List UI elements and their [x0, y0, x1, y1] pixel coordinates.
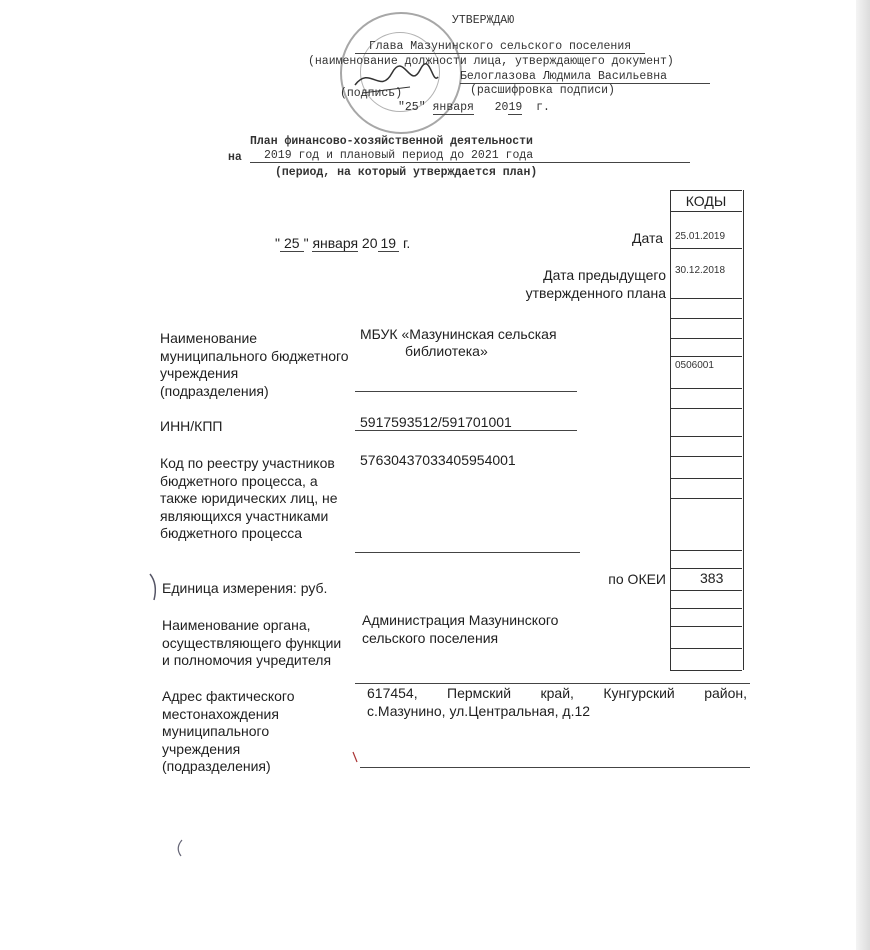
codes-okei-label: по ОКЕИ: [608, 571, 666, 587]
approval-date-month: января: [432, 101, 474, 114]
institution-label: Наименование муниципального бюджетного учреждения (подразделения): [160, 330, 349, 399]
address-value-line1: 617454, Пермский край, Кунгурский район,: [367, 685, 747, 701]
institution-underline: [355, 391, 577, 392]
approval-heading: УТВЕРЖДАЮ: [452, 14, 515, 27]
institution-value-line2: библиотека»: [405, 343, 488, 359]
approval-date-year-end: г.: [536, 101, 550, 114]
registry-label: Код по реестру участников бюджетного процесса, а также юридических лиц, не являющихся участниками бюджетного процесса: [160, 455, 338, 541]
codes-row-registry: [670, 456, 742, 479]
approval-date-year-suffix: 19: [508, 101, 523, 114]
codes-row-inn: [670, 408, 742, 437]
codes-0506001-value: 0506001: [675, 360, 714, 371]
plan-period-caption: (период, на который утверждается план): [275, 166, 538, 179]
codes-row-empty-6: [670, 478, 742, 499]
document-date-q2: ": [303, 235, 309, 251]
document-date: [275, 235, 410, 251]
document-date-month: января: [312, 235, 359, 251]
approval-full-name-caption: (расшифровка подписи): [470, 84, 615, 97]
plan-title: План финансово-хозяйственной деятельности: [250, 135, 533, 148]
scan-mark-1: [148, 572, 162, 602]
address-value-line2: с.Мазунино, ул.Центральная, д.12: [367, 703, 591, 719]
document-date-year-end: г.: [402, 235, 411, 251]
scan-edge-shadow: [856, 0, 870, 950]
approval-date: [398, 101, 550, 114]
address-label: Адрес фактического местонахождения муниципального учреждения (подразделения): [162, 688, 295, 774]
codes-row-empty-3: [670, 338, 742, 357]
approval-signature-caption: (подпись): [340, 87, 403, 100]
approval-position-caption: (наименование должности лица, утверждающего документ): [308, 55, 674, 68]
approval-position: Глава Мазунинского сельского поселения: [355, 40, 645, 54]
codes-row-empty-1: [670, 298, 742, 319]
scan-mark-2: [174, 838, 186, 858]
document-date-year-suffix: 19: [378, 235, 400, 252]
codes-date-value: 25.01.2019: [675, 231, 726, 242]
plan-on-label: на: [228, 151, 242, 164]
codes-row-empty-4: [670, 388, 742, 409]
codes-row-empty-2: [670, 318, 742, 339]
inn-label: ИНН/КПП: [160, 418, 223, 434]
approval-date-day: "25": [398, 101, 426, 114]
unit-label: Единица измерения: руб.: [162, 580, 328, 596]
codes-date-label: Дата: [631, 230, 663, 246]
plan-period: 2019 год и плановый период до 2021 года: [250, 149, 690, 163]
codes-row-empty-7: [670, 498, 742, 551]
document-date-year-prefix: 20: [361, 235, 378, 251]
codes-header: КОДЫ: [670, 190, 742, 212]
address-underline: [360, 767, 750, 768]
codes-okei-value: 383: [700, 570, 724, 586]
codes-row-empty-12: [670, 648, 742, 671]
founder-underline: [355, 683, 750, 684]
document-date-day: 25: [280, 235, 304, 252]
approval-date-year-prefix: 20: [494, 101, 509, 114]
codes-prev-plan-value: 30.12.2018: [675, 265, 726, 276]
registry-value: 57630437033405954001: [360, 452, 516, 468]
scan-mark-3: [350, 750, 360, 764]
institution-value-line1: МБУК «Мазунинская сельская: [360, 326, 557, 342]
codes-row-empty-9: [670, 590, 742, 609]
codes-row-empty-8: [670, 550, 742, 569]
approval-full-name: Белоглазова Людмила Васильевна: [460, 70, 710, 84]
founder-label: Наименование органа, осуществляющего функции и полномочия учредителя: [162, 617, 342, 668]
codes-prev-plan-label-2: утвержденного плана: [525, 285, 666, 301]
inn-value: 5917593512/591701001: [355, 414, 577, 431]
codes-prev-plan-label-1: Дата предыдущего: [543, 267, 666, 283]
codes-row-empty-11: [670, 626, 742, 649]
founder-value-line1: Администрация Мазунинского: [362, 612, 559, 628]
registry-underline: [355, 552, 580, 553]
founder-value-line2: сельского поселения: [362, 630, 499, 646]
codes-row-empty-5: [670, 436, 742, 457]
codes-row-empty-10: [670, 608, 742, 627]
document-date-q1: ": [275, 235, 280, 251]
